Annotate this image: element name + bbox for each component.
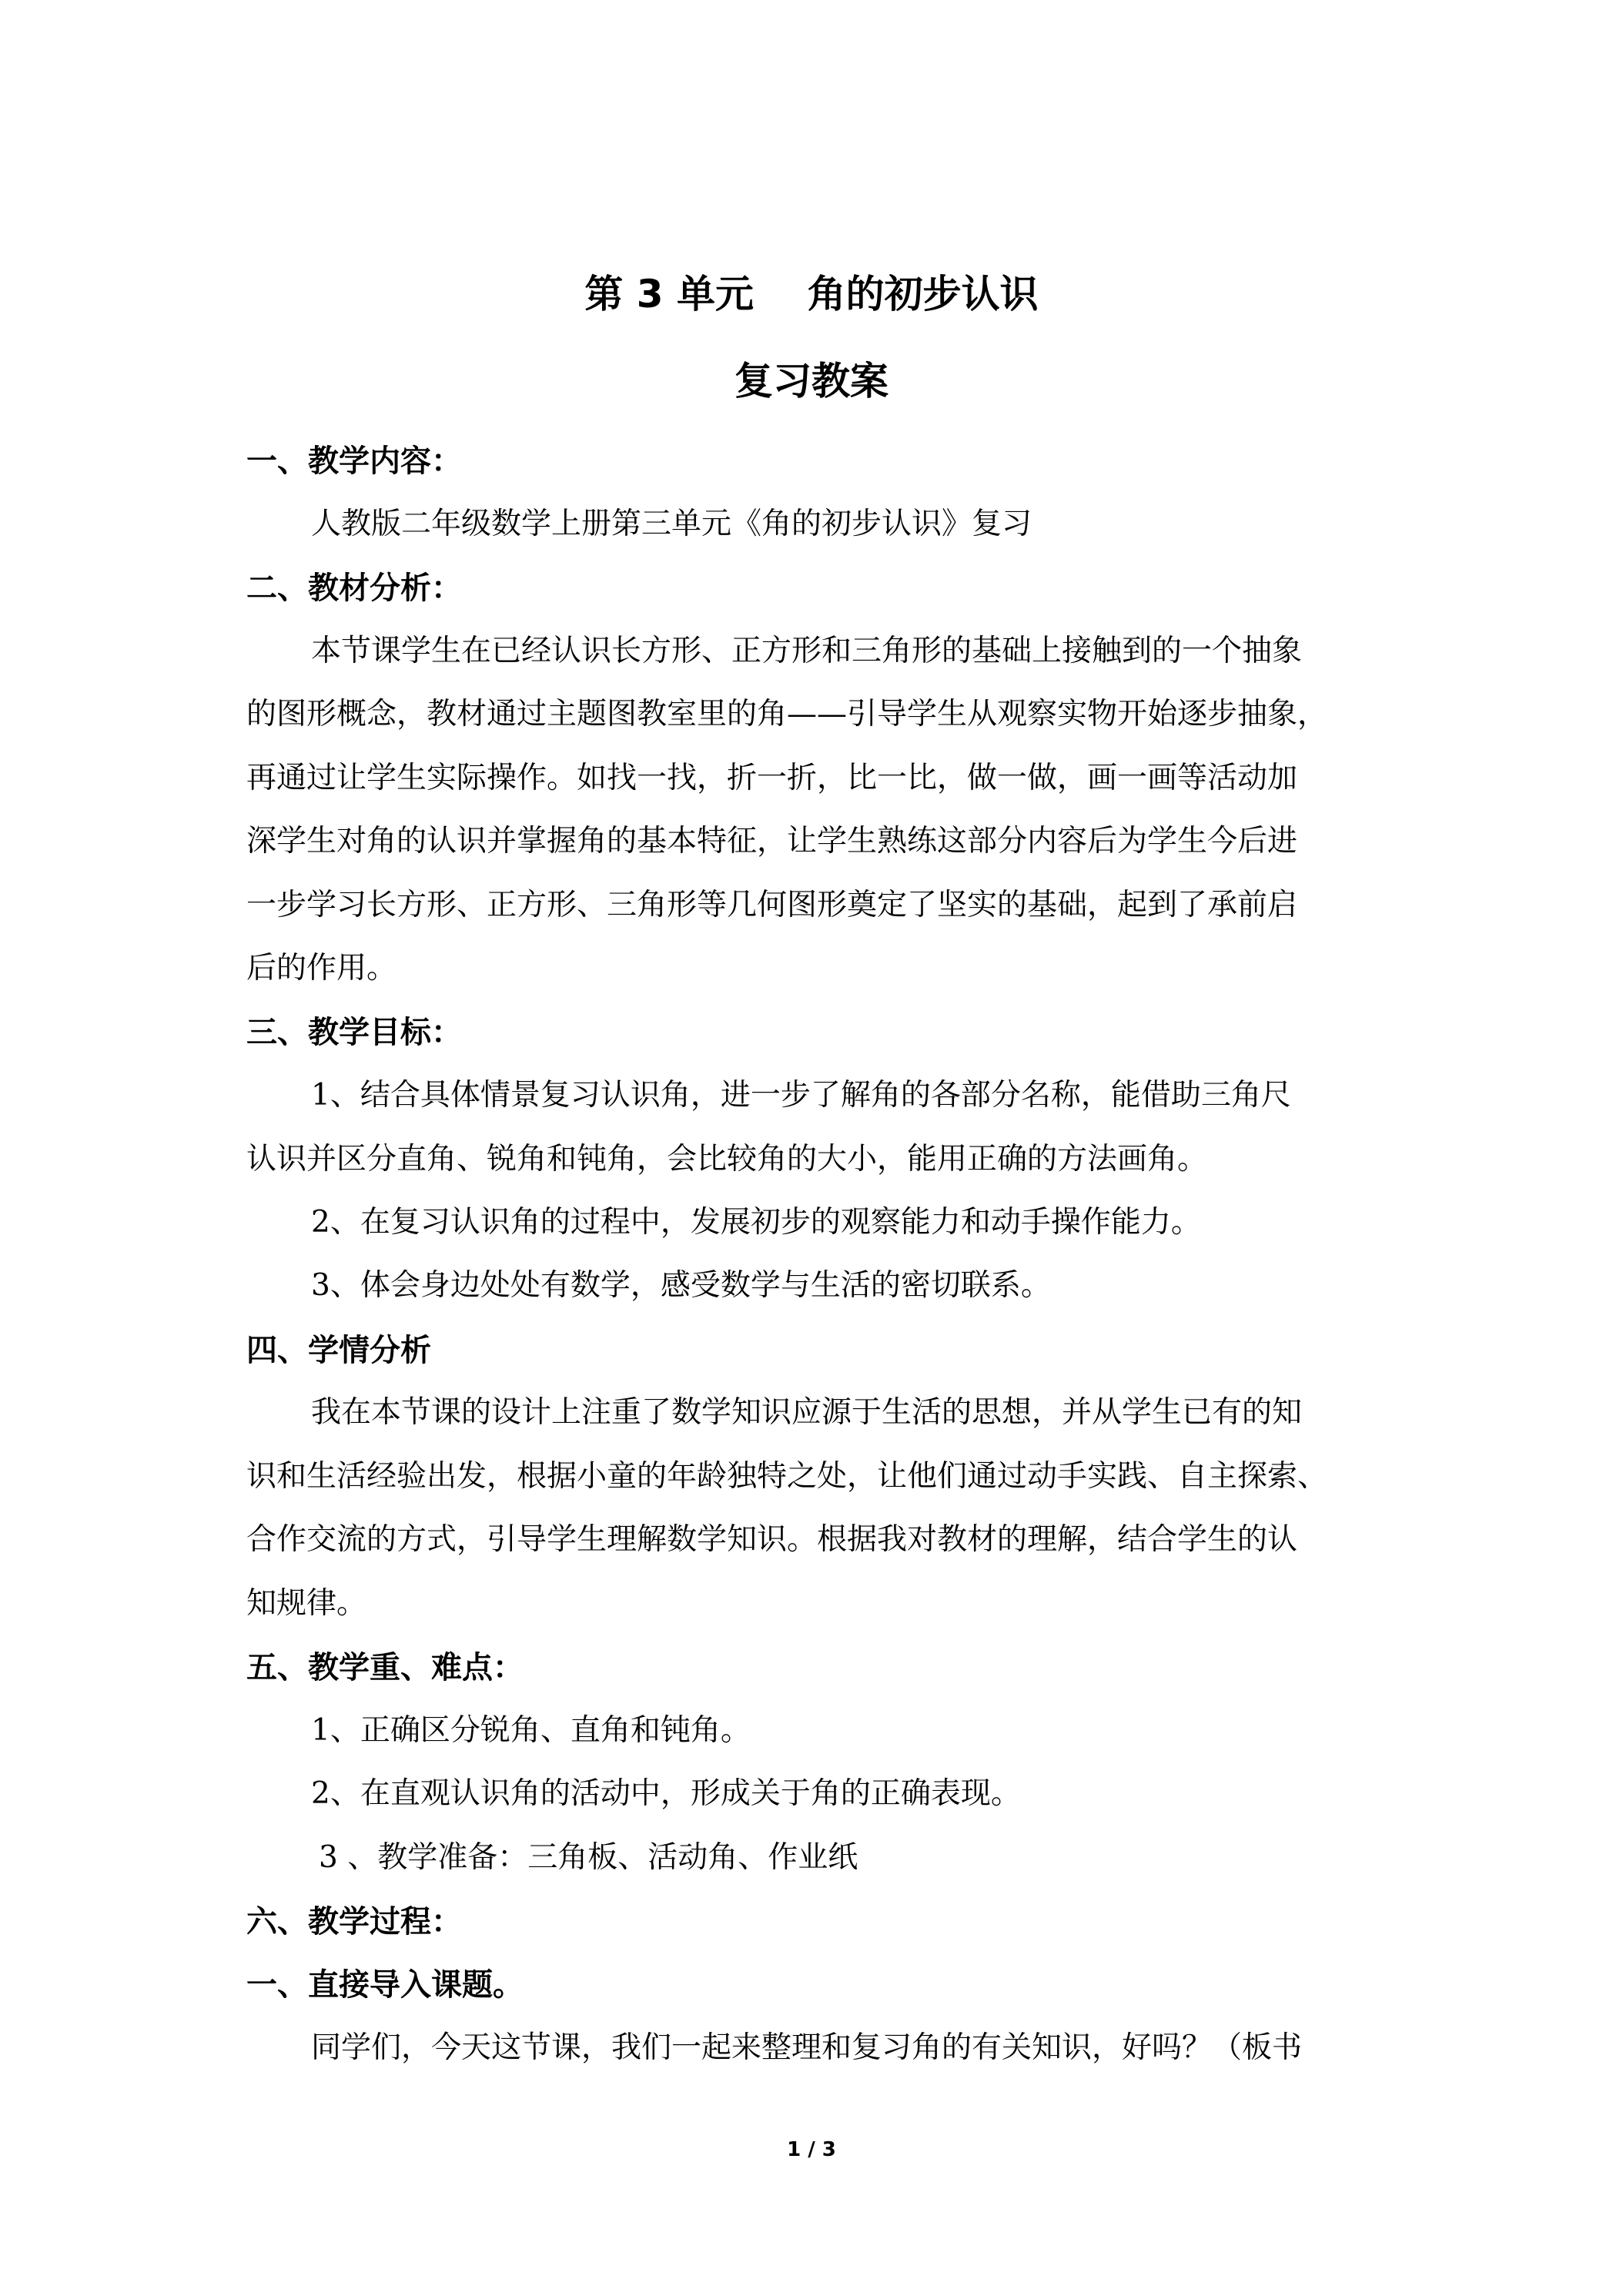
section-heading-goals: 三、教学目标：	[246, 1015, 462, 1050]
section-heading-key-points: 五、教学重、难点：	[246, 1650, 524, 1685]
section-heading-content: 一、教学内容：	[246, 443, 462, 479]
paragraph-line: 2、在复习认识角的过程中，发展初步的观察能力和动手操作能力。	[311, 1205, 1201, 1240]
paragraph-line: 知规律。	[246, 1586, 367, 1621]
paragraph-line: 我在本节课的设计上注重了数学知识应源于生活的思想，并从学生已有的知	[311, 1395, 1303, 1430]
paragraph-line: 3 、教学准备：三角板、活动角、作业纸	[319, 1840, 858, 1875]
paragraph-line: 1、正确区分锐角、直角和钝角。	[311, 1713, 751, 1748]
paragraph-line: 的图形概念，教材通过主题图教室里的角——引导学生从观察实物开始逐步抽象，	[246, 697, 1328, 731]
paragraph-line: 同学们，今天这节课，我们一起来整理和复习角的有关知识，好吗？（板书	[311, 2030, 1303, 2065]
paragraph-line: 1、结合具体情景复习认识角，进一步了解角的各部分名称，能借助三角尺	[311, 1078, 1291, 1113]
paragraph-line: 深学生对角的认识并掌握角的基本特征，让学生熟练这部分内容后为学生今后进	[246, 824, 1298, 858]
section-heading-intro: 一、直接导入课题。	[246, 1967, 524, 2003]
paragraph-line: 认识并区分直角、锐角和钝角，会比较角的大小，能用正确的方法画角。	[246, 1142, 1208, 1176]
paragraph-line: 再通过让学生实际操作。如找一找，折一折，比一比，做一做，画一画等活动加	[246, 761, 1298, 795]
paragraph-line: 人教版二年级数学上册第三单元《角的初步认识》复习	[311, 507, 1032, 541]
paragraph-line: 一步学习长方形、正方形、三角形等几何图形奠定了坚实的基础，起到了承前启	[246, 888, 1298, 922]
page-number: 1 / 3	[787, 2138, 836, 2161]
paragraph-line: 3、体会身边处处有数学，感受数学与生活的密切联系。	[311, 1268, 1051, 1303]
paragraph-line: 合作交流的方式，引导学生理解数学知识。根据我对教材的理解，结合学生的认	[246, 1522, 1298, 1557]
paragraph-line: 2、在直观认识角的活动中，形成关于角的正确表现。	[311, 1776, 1021, 1811]
document-subtitle: 复习教案	[735, 359, 888, 403]
paragraph-line: 本节课学生在已经认识长方形、正方形和三角形的基础上接触到的一个抽象	[311, 634, 1303, 668]
paragraph-line: 识和生活经验出发，根据小童的年龄独特之处，让他们通过动手实践、自主探索、	[246, 1459, 1328, 1494]
section-heading-analysis: 二、教材分析：	[246, 571, 462, 606]
paragraph-line: 后的作用。	[246, 951, 397, 986]
document-title: 第 3 单元 角的初步认识	[584, 272, 1039, 316]
section-heading-students: 四、学情分析	[246, 1333, 431, 1368]
section-heading-process: 六、教学过程：	[246, 1904, 462, 1940]
